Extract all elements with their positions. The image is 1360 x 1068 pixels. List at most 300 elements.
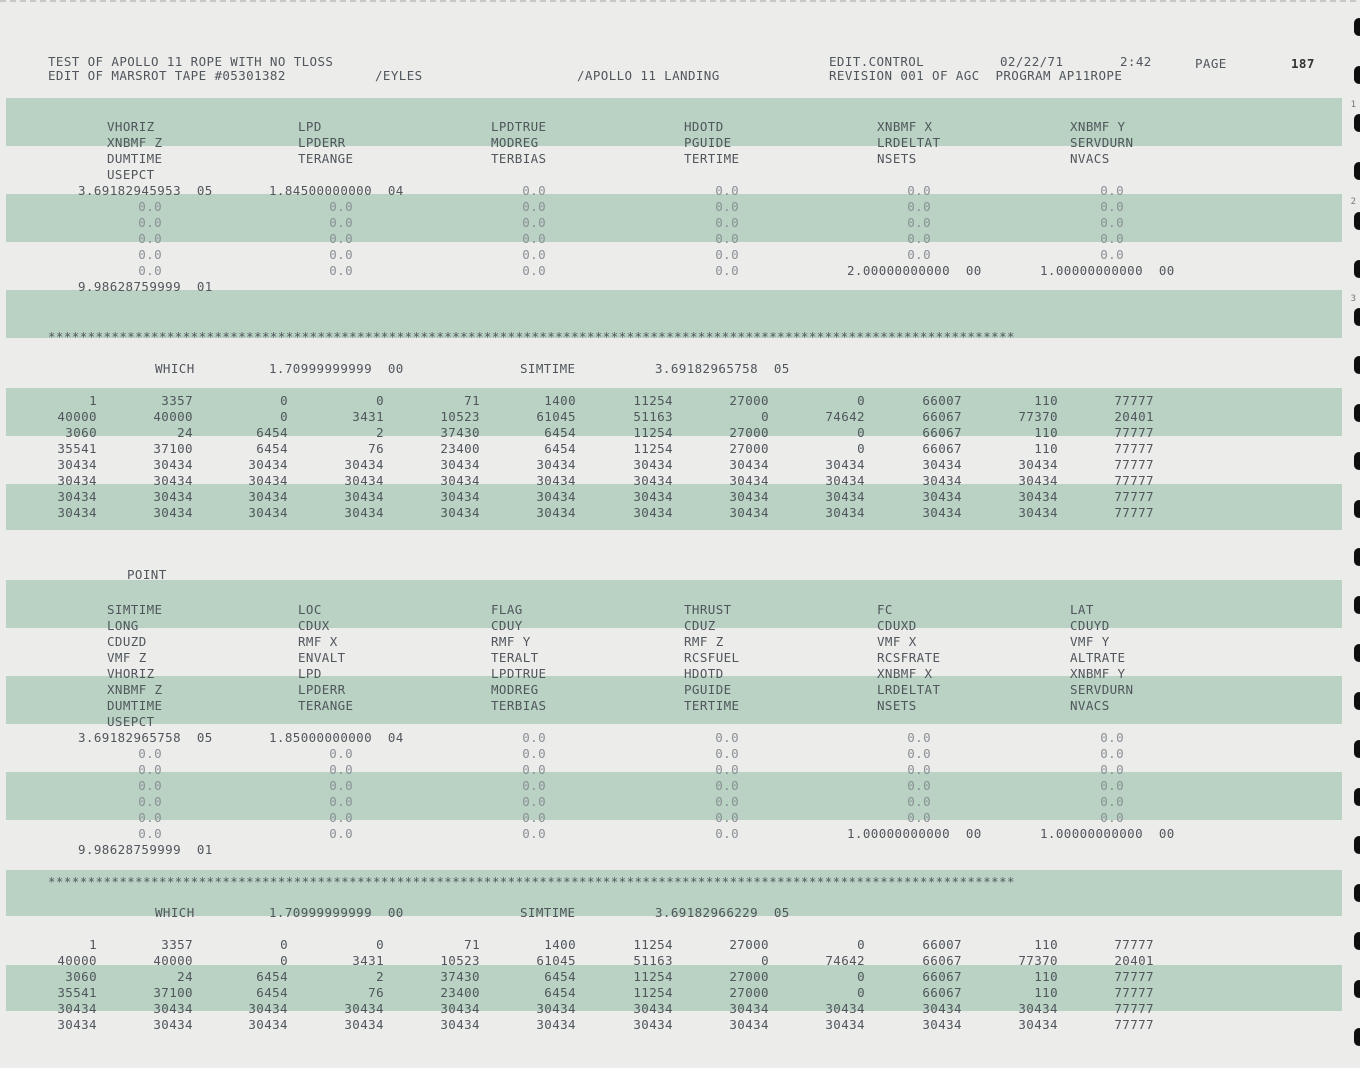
octal-cell: 77777 [1114,489,1154,504]
octal-cell: 30434 [344,457,384,472]
octal-cell: 77777 [1114,937,1154,952]
header-revision: REVISION 001 OF AGC PROGRAM AP11ROPE [829,68,1123,83]
octal-cell: 27000 [729,425,769,440]
octal-cell: 30434 [536,489,576,504]
octal-cell: 30434 [729,505,769,520]
feed-hole [1354,788,1360,806]
value-cell: 0.0 [1100,231,1124,246]
octal-cell: 6454 [544,425,576,440]
octal-cell: 30434 [1018,489,1058,504]
value-cell: 1.84500000000 04 [269,183,404,198]
octal-cell: 66067 [922,953,962,968]
octal-cell: 30434 [440,505,480,520]
variable-header: NSETS [877,698,917,713]
variable-header: TERANGE [298,151,354,166]
octal-cell: 30434 [825,489,865,504]
octal-cell: 10523 [440,409,480,424]
octal-cell: 77777 [1114,393,1154,408]
value-cell: 0.0 [522,231,546,246]
value-cell: 0.0 [1100,762,1124,777]
octal-cell: 30434 [1018,1001,1058,1016]
octal-cell: 1400 [544,937,576,952]
header-tape: EDIT OF MARSROT TAPE #05301382 [48,68,286,83]
octal-cell: 30434 [153,1017,193,1032]
octal-cell: 30434 [633,505,673,520]
octal-cell: 11254 [633,441,673,456]
value-cell: 0.0 [715,762,739,777]
octal-cell: 30434 [922,1001,962,1016]
variable-header: LRDELTAT [877,135,941,150]
value-cell: 0.0 [907,231,931,246]
octal-cell: 30434 [248,505,288,520]
variable-header: VMF Y [1070,634,1110,649]
octal-cell: 2 [376,425,384,440]
octal-cell: 30434 [248,1017,288,1032]
octal-cell: 23400 [440,441,480,456]
variable-header: LPDTRUE [491,119,547,134]
variable-header: RMF Y [491,634,531,649]
variable-header: TERBIAS [491,698,547,713]
simtime-value: 3.69182966229 05 [655,905,790,920]
octal-cell: 30434 [825,473,865,488]
variable-header: FC [877,602,893,617]
variable-header: CDUY [491,618,523,633]
octal-cell: 30434 [57,457,97,472]
value-cell: 0.0 [138,263,162,278]
octal-cell: 30434 [922,1017,962,1032]
value-cell: 0.0 [329,794,353,809]
octal-cell: 30434 [57,1001,97,1016]
octal-cell: 6454 [256,425,288,440]
value-cell: 0.0 [907,778,931,793]
octal-cell: 30434 [1018,505,1058,520]
value-cell: 0.0 [522,762,546,777]
octal-cell: 27000 [729,441,769,456]
octal-cell: 40000 [57,953,97,968]
octal-cell: 30434 [922,473,962,488]
feed-hole [1354,66,1360,84]
value-cell: 0.0 [329,762,353,777]
octal-cell: 0 [761,953,769,968]
value-cell: 0.0 [138,199,162,214]
octal-cell: 77777 [1114,505,1154,520]
feed-hole [1354,932,1360,950]
octal-cell: 6454 [256,969,288,984]
octal-cell: 3357 [161,393,193,408]
octal-cell: 110 [1034,969,1058,984]
octal-cell: 30434 [633,457,673,472]
octal-cell: 30434 [729,1001,769,1016]
variable-header: NVACS [1070,698,1110,713]
margin-mark: 1 [1350,100,1356,110]
variable-header: RMF X [298,634,338,649]
octal-cell: 77777 [1114,969,1154,984]
asterisk-separator: ************************************************************************************************************************** [48,874,1015,889]
which-label: WHICH [155,905,195,920]
octal-cell: 30434 [536,473,576,488]
octal-cell: 66007 [922,393,962,408]
octal-cell: 6454 [544,985,576,1000]
value-cell: 3.69182945953 05 [78,183,213,198]
octal-cell: 77370 [1018,953,1058,968]
octal-cell: 77777 [1114,457,1154,472]
octal-cell: 30434 [536,505,576,520]
variable-header: MODREG [491,135,539,150]
variable-header: NVACS [1070,151,1110,166]
variable-header: NSETS [877,151,917,166]
value-cell: 0.0 [907,183,931,198]
octal-cell: 30434 [57,505,97,520]
point-label: POINT [127,567,167,582]
feed-hole [1354,404,1360,422]
octal-cell: 30434 [344,1017,384,1032]
octal-cell: 0 [857,937,865,952]
feed-hole [1354,162,1360,180]
octal-cell: 30434 [729,1017,769,1032]
value-cell: 1.00000000000 00 [1040,826,1175,841]
octal-cell: 74642 [825,409,865,424]
octal-cell: 74642 [825,953,865,968]
variable-header: TERANGE [298,698,354,713]
octal-cell: 0 [280,393,288,408]
value-cell: 0.0 [907,199,931,214]
variable-header: XNBMF Y [1070,666,1126,681]
octal-cell: 30434 [248,1001,288,1016]
octal-cell: 6454 [256,985,288,1000]
octal-cell: 30434 [922,505,962,520]
variable-header: SERVDURN [1070,682,1134,697]
value-cell: 0.0 [138,826,162,841]
octal-cell: 6454 [256,441,288,456]
octal-cell: 71 [464,393,480,408]
octal-cell: 10523 [440,953,480,968]
variable-header: TERTIME [684,151,740,166]
octal-cell: 77777 [1114,1001,1154,1016]
octal-cell: 40000 [57,409,97,424]
octal-cell: 37430 [440,969,480,984]
octal-cell: 20401 [1114,409,1154,424]
feed-hole [1354,596,1360,614]
feed-hole [1354,980,1360,998]
variable-header: CDUX [298,618,330,633]
value-cell: 0.0 [138,778,162,793]
octal-cell: 30434 [440,1017,480,1032]
value-cell: 0.0 [138,810,162,825]
header-edit-control: EDIT.CONTROL [829,54,925,69]
octal-cell: 30434 [633,1001,673,1016]
octal-cell: 77777 [1114,985,1154,1000]
octal-cell: 30434 [248,457,288,472]
margin-mark: 2 [1350,197,1356,207]
value-cell: 0.0 [522,247,546,262]
octal-cell: 11254 [633,393,673,408]
value-cell: 2.00000000000 00 [847,263,982,278]
value-cell: 0.0 [1100,183,1124,198]
variable-header: USEPCT [107,167,155,182]
octal-cell: 30434 [153,457,193,472]
variable-header: LAT [1070,602,1094,617]
octal-cell: 24 [177,425,193,440]
octal-cell: 0 [280,937,288,952]
value-cell: 0.0 [522,199,546,214]
simtime-label: SIMTIME [520,361,576,376]
octal-cell: 30434 [57,473,97,488]
octal-cell: 1 [89,937,97,952]
octal-cell: 30434 [153,489,193,504]
octal-cell: 71 [464,937,480,952]
variable-header: LRDELTAT [877,682,941,697]
octal-cell: 30434 [153,505,193,520]
feed-hole [1354,740,1360,758]
feed-hole [1354,356,1360,374]
variable-header: DUMTIME [107,151,163,166]
octal-cell: 11254 [633,425,673,440]
feed-hole [1354,308,1360,326]
octal-cell: 27000 [729,969,769,984]
variable-header: LPDERR [298,135,346,150]
octal-cell: 30434 [922,489,962,504]
variable-header: LPD [298,666,322,681]
variable-header: CDUZ [684,618,716,633]
variable-header: XNBMF Y [1070,119,1126,134]
octal-cell: 0 [857,425,865,440]
octal-cell: 40000 [153,409,193,424]
header-title: TEST OF APOLLO 11 ROPE WITH NO TLOSS [48,54,334,69]
value-cell: 0.0 [1100,794,1124,809]
octal-cell: 0 [280,409,288,424]
variable-header: USEPCT [107,714,155,729]
value-cell: 0.0 [1100,730,1124,745]
header-author: /EYLES [375,68,423,83]
variable-header: THRUST [684,602,732,617]
value-cell: 0.0 [329,231,353,246]
variable-header: LOC [298,602,322,617]
octal-cell: 77370 [1018,409,1058,424]
octal-cell: 0 [280,953,288,968]
octal-cell: 30434 [440,473,480,488]
value-cell: 0.0 [329,810,353,825]
octal-cell: 37100 [153,985,193,1000]
feed-hole [1354,644,1360,662]
octal-cell: 30434 [633,489,673,504]
octal-cell: 1400 [544,393,576,408]
octal-cell: 30434 [344,473,384,488]
value-cell: 0.0 [522,810,546,825]
value-cell: 0.0 [1100,215,1124,230]
variable-header: TERBIAS [491,151,547,166]
octal-cell: 30434 [1018,1017,1058,1032]
octal-cell: 30434 [633,473,673,488]
octal-cell: 20401 [1114,953,1154,968]
variable-header: PGUIDE [684,682,732,697]
variable-header: LONG [107,618,139,633]
value-cell: 0.0 [1100,778,1124,793]
value-cell: 0.0 [138,247,162,262]
octal-cell: 35541 [57,441,97,456]
octal-cell: 35541 [57,985,97,1000]
octal-cell: 30434 [536,1001,576,1016]
greenbar [6,676,1342,724]
feed-hole [1354,260,1360,278]
value-cell: 0.0 [715,183,739,198]
value-cell: 0.0 [715,199,739,214]
value-cell: 0.0 [329,746,353,761]
octal-cell: 3431 [352,953,384,968]
variable-header: VMF Z [107,650,147,665]
value-cell: 0.0 [907,794,931,809]
value-cell: 0.0 [522,794,546,809]
octal-cell: 30434 [344,1001,384,1016]
octal-cell: 66067 [922,425,962,440]
octal-cell: 3357 [161,937,193,952]
variable-header: ENVALT [298,650,346,665]
octal-cell: 110 [1034,393,1058,408]
value-cell: 0.0 [715,826,739,841]
value-cell: 0.0 [138,794,162,809]
header-date: 02/22/71 [1000,54,1064,69]
feed-hole [1354,692,1360,710]
value-cell: 0.0 [715,778,739,793]
octal-cell: 3431 [352,409,384,424]
octal-cell: 30434 [729,489,769,504]
octal-cell: 30434 [344,505,384,520]
variable-header: VMF X [877,634,917,649]
octal-cell: 77777 [1114,441,1154,456]
greenbar [6,194,1342,242]
value-cell: 0.0 [522,215,546,230]
value-cell: 0.0 [715,730,739,745]
octal-cell: 0 [376,393,384,408]
value-cell: 1.00000000000 00 [847,826,982,841]
value-cell: 0.0 [715,263,739,278]
octal-cell: 110 [1034,937,1058,952]
octal-cell: 11254 [633,985,673,1000]
variable-header: RCSFUEL [684,650,740,665]
variable-header: RMF Z [684,634,724,649]
octal-cell: 30434 [825,1017,865,1032]
value-cell: 0.0 [907,762,931,777]
variable-header: DUMTIME [107,698,163,713]
variable-header: CDUYD [1070,618,1110,633]
value-cell: 0.0 [138,215,162,230]
value-cell: 0.0 [907,247,931,262]
octal-cell: 30434 [57,1017,97,1032]
variable-header: CDUXD [877,618,917,633]
which-label: WHICH [155,361,195,376]
octal-cell: 30434 [344,489,384,504]
variable-header: SERVDURN [1070,135,1134,150]
value-cell: 0.0 [715,810,739,825]
variable-header: VHORIZ [107,666,155,681]
octal-cell: 0 [376,937,384,952]
octal-cell: 76 [368,441,384,456]
octal-cell: 30434 [536,457,576,472]
variable-header: CDUZD [107,634,147,649]
octal-cell: 0 [761,409,769,424]
octal-cell: 110 [1034,441,1058,456]
value-cell: 0.0 [907,810,931,825]
octal-cell: 1 [89,393,97,408]
header-time: 2:42 [1120,54,1152,69]
greenbar [6,580,1342,628]
octal-cell: 30434 [825,1001,865,1016]
value-cell: 1.85000000000 04 [269,730,404,745]
octal-cell: 3060 [65,969,97,984]
octal-cell: 66067 [922,969,962,984]
octal-cell: 40000 [153,953,193,968]
octal-cell: 66067 [922,985,962,1000]
octal-cell: 110 [1034,985,1058,1000]
octal-cell: 51163 [633,953,673,968]
octal-cell: 66067 [922,441,962,456]
octal-cell: 30434 [1018,473,1058,488]
variable-header: XNBMF X [877,119,933,134]
value-cell: 0.0 [522,730,546,745]
value-cell: 0.0 [715,231,739,246]
octal-cell: 0 [857,969,865,984]
header-program: /APOLLO 11 LANDING [577,68,720,83]
page-number: 187 [1291,56,1315,71]
octal-cell: 24 [177,969,193,984]
variable-header: LPDTRUE [491,666,547,681]
value-cell: 0.0 [329,247,353,262]
value-cell: 0.0 [522,183,546,198]
greenbar [6,772,1342,820]
value-cell: 3.69182965758 05 [78,730,213,745]
octal-cell: 6454 [544,969,576,984]
feed-hole [1354,548,1360,566]
octal-cell: 30434 [248,473,288,488]
variable-header: TERALT [491,650,539,665]
octal-cell: 30434 [153,1001,193,1016]
value-cell: 0.0 [907,730,931,745]
octal-cell: 61045 [536,953,576,968]
value-cell: 0.0 [329,199,353,214]
value-cell: 0.0 [138,762,162,777]
value-cell: 0.0 [329,778,353,793]
which-value: 1.70999999999 00 [269,905,404,920]
variable-header: VHORIZ [107,119,155,134]
variable-header: XNBMF Z [107,135,163,150]
octal-cell: 30434 [825,505,865,520]
octal-cell: 30434 [729,473,769,488]
octal-cell: 30434 [825,457,865,472]
value-cell: 0.0 [907,746,931,761]
value-cell: 0.0 [715,746,739,761]
octal-cell: 0 [857,393,865,408]
octal-cell: 11254 [633,969,673,984]
octal-cell: 30434 [536,1017,576,1032]
variable-header: RCSFRATE [877,650,941,665]
octal-cell: 61045 [536,409,576,424]
greenbar [6,98,1342,146]
octal-cell: 77777 [1114,425,1154,440]
octal-cell: 3060 [65,425,97,440]
octal-cell: 30434 [922,457,962,472]
octal-cell: 30434 [57,489,97,504]
value-cell: 0.0 [715,247,739,262]
variable-header: ALTRATE [1070,650,1126,665]
octal-cell: 30434 [440,457,480,472]
variable-header: SIMTIME [107,602,163,617]
value-cell: 0.0 [138,231,162,246]
value-cell: 9.98628759999 01 [78,842,213,857]
octal-cell: 2 [376,969,384,984]
octal-cell: 66067 [922,409,962,424]
which-value: 1.70999999999 00 [269,361,404,376]
value-cell: 1.00000000000 00 [1040,263,1175,278]
octal-cell: 23400 [440,985,480,1000]
